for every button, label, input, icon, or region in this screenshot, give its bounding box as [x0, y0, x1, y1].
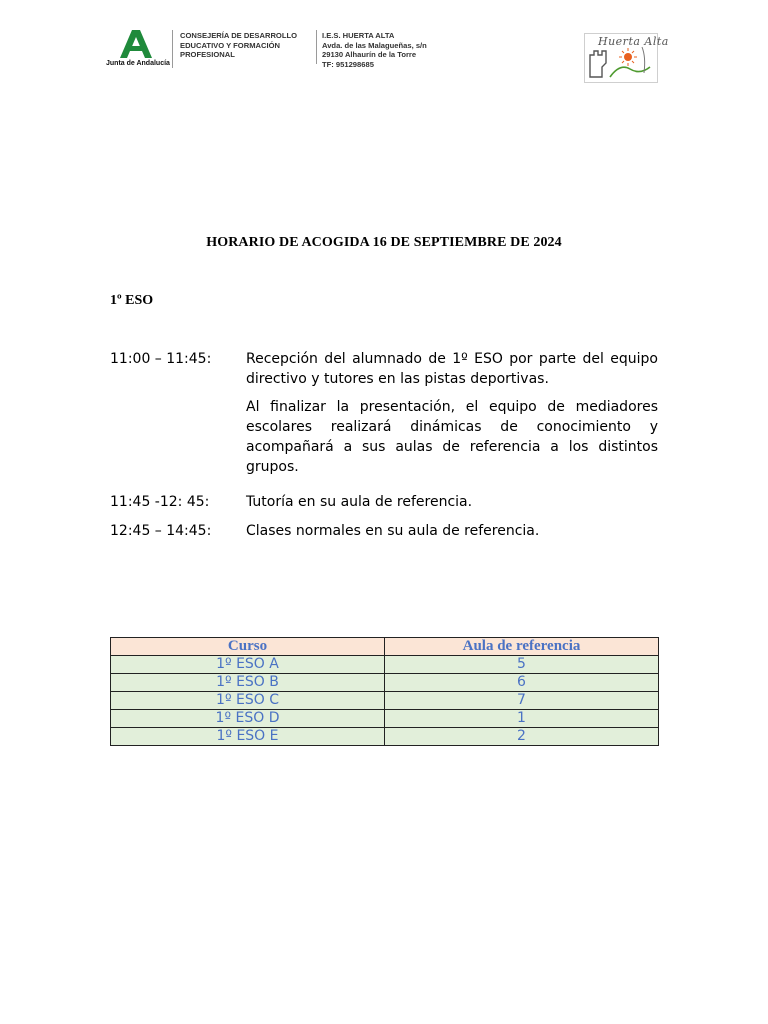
table-row [111, 674, 659, 692]
column-header-curso: Curso [111, 638, 385, 656]
schedule-paragraph: Clases normales en su aula de referencia. [246, 523, 540, 539]
document-header [0, 0, 768, 100]
column-header-aula: Aula de referencia [385, 638, 659, 656]
table-row [111, 710, 659, 728]
curso-cell: 1º ESO D [111, 710, 385, 728]
schedule-description [246, 492, 658, 512]
consejeria-line: PROFESIONAL [180, 50, 235, 60]
huerta-alta-logo-text: Huerta Alta [598, 35, 669, 48]
consejeria-block [180, 31, 297, 60]
aula-cell: 7 [385, 692, 659, 710]
consejeria-line: CONSEJERÍA DE DESARROLLO [180, 31, 298, 40]
schedule-time: 12:45 – 14:45: [110, 523, 212, 539]
schedule-description [246, 521, 658, 541]
junta-de-andalucia-logo [104, 30, 170, 70]
curso-cell: 1º ESO A [111, 656, 385, 674]
aula-cell: 1 [385, 710, 659, 728]
curso-cell: 1º ESO C [111, 692, 385, 710]
junta-logo-text: Junta de Andalucía [106, 60, 170, 67]
course-heading: 1º ESO [110, 293, 154, 308]
schedule-paragraph: Al finalizar la presentación, el equipo de mediadores escolares realizará dinámicas de conocimiento y acompañará a sus aulas de referencia a los distintos grupos. [246, 399, 658, 475]
table-row [111, 692, 659, 710]
schedule-paragraph: Tutoría en su aula de referencia. [246, 494, 473, 510]
curso-cell: 1º ESO E [111, 728, 385, 746]
huerta-alta-logo [584, 33, 669, 83]
table-header-row [111, 638, 659, 656]
table-row [111, 656, 659, 674]
school-name: I.E.S. HUERTA ALTA [322, 31, 395, 40]
school-phone: TF: 951298685 [322, 59, 374, 69]
aula-cell: 6 [385, 674, 659, 692]
school-address: Avda. de las Malagueñas, s/n [322, 40, 427, 50]
schedule-time: 11:45 -12: 45: [110, 494, 210, 510]
schedule-description [246, 349, 658, 477]
consejeria-line: EDUCATIVO Y FORMACIÓN [180, 40, 280, 50]
header-divider [316, 30, 317, 64]
schedule-paragraph: Recepción del alumnado de 1º ESO por parte del equipo directivo y tutores en las pistas deportivas. [246, 351, 658, 387]
table-row [111, 728, 659, 746]
school-info-block [322, 31, 427, 69]
junta-logo-icon [119, 30, 153, 58]
school-postal: 29130 Alhaurín de la Torre [322, 50, 417, 60]
schedule-time: 11:00 – 11:45: [110, 351, 212, 367]
curso-cell: 1º ESO B [111, 674, 385, 692]
page-title: HORARIO DE ACOGIDA 16 DE SEPTIEMBRE DE 2024 [206, 235, 562, 250]
aula-cell: 5 [385, 656, 659, 674]
aula-cell: 2 [385, 728, 659, 746]
aulas-table [110, 637, 659, 746]
header-divider [172, 30, 173, 68]
